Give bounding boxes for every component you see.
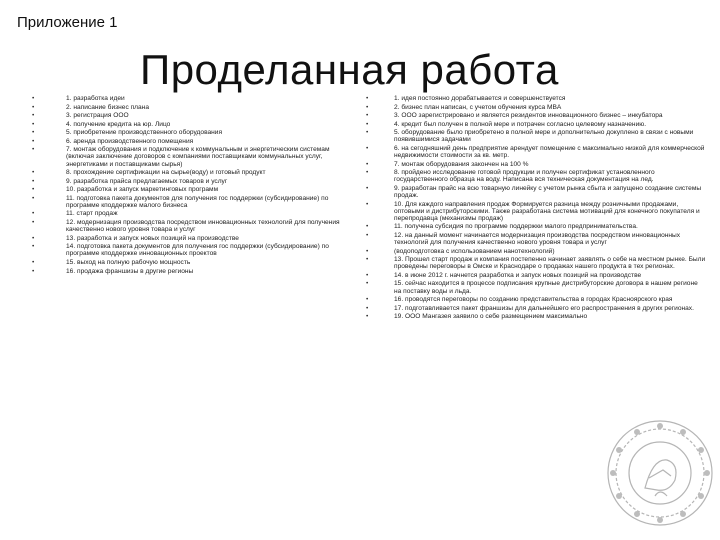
list-item-text: 2. бизнес план написан, с учетом обучения курса MBA <box>394 103 562 111</box>
bullet-icon: • <box>32 103 35 111</box>
bullet-icon: • <box>32 210 35 218</box>
list-item <box>366 313 706 320</box>
list-item-text: 11. подготовка пакета документов для получения гос поддержки (субсидирование) по программе кподдержке малого бизнеса <box>66 194 329 209</box>
list-item-text: 7. монтаж оборудования закончен на 100 % <box>394 160 529 168</box>
progress-status-list <box>366 95 706 322</box>
bullet-icon: • <box>366 160 369 168</box>
list-item-text: 12. модернизация производства посредством инновационных технологий для получения качественно нового уровня товара и услуг <box>66 219 340 234</box>
bullet-icon: • <box>32 243 35 251</box>
bullet-icon: • <box>366 169 369 177</box>
list-item-text: 2. написание бизнес плана <box>66 103 149 111</box>
list-item <box>32 146 352 167</box>
bullet-icon: • <box>366 144 369 152</box>
list-item <box>366 121 706 128</box>
list-item-text: 8. пройдено исследование готовой продукции и получен сертификат установленного государственного образца на воду. Написана вся техническая документация на лед. <box>394 169 655 184</box>
list-item-text: 6. аренда производственного помещения <box>66 137 194 145</box>
list-item-text: 5. оборудование было приобретено в полной мере и дополнительно докуплено в связи с новыми появившимися задачами <box>394 129 694 144</box>
bullet-icon: • <box>32 267 35 275</box>
list-item <box>366 95 706 102</box>
list-item-text: 8. прохождение сертификации на сырье(воду) и готовый продукт <box>66 169 266 177</box>
list-item-text: 14. в июне 2012 г. начнется разработка и запуск новых позиций на производстве <box>394 271 642 279</box>
list-item-text: 11. получена субсидия по программе поддержки малого предпринимательства. <box>394 223 638 231</box>
bullet-icon: • <box>366 304 369 312</box>
bullet-icon: • <box>366 280 369 288</box>
list-item <box>32 259 352 266</box>
bullet-icon: • <box>366 247 369 255</box>
list-item-text: 14. подготовка пакета документов для получения гос поддержки (субсидирование) по программе кподдержке инновационных проектов <box>66 243 329 258</box>
bullet-icon: • <box>366 271 369 279</box>
bullet-icon: • <box>32 169 35 177</box>
list-item-text: 6. на сегодняшний день предприятие арендует помещение с максимально низкой для коммерческой недвижимости стоимости за кв. метр. <box>394 144 705 160</box>
bullet-icon: • <box>366 129 369 137</box>
bullet-icon: • <box>366 120 369 128</box>
list-item-text: 16. продажа франшизы в другие регионы <box>66 267 194 275</box>
list-item <box>366 305 706 312</box>
list-item-text: 13. Прошел старт продаж и компания постепенно начинает заявлять о себе на местном рынке. Были проведены переговоры в Омске и Краснодаре о продажах нашего продукта в тех регионах. <box>394 256 706 271</box>
list-item-text: 12. на данный момент начинается модернизация производства посредством инновационных технологий для получения качественно нового уровня товара и услуг <box>394 231 681 247</box>
bullet-icon: • <box>32 219 35 227</box>
list-item <box>366 129 706 143</box>
list-item-text: 17. подготавливается пакет франшизы для дальнейшего его распространения в других регионах. <box>394 304 694 312</box>
bullet-icon: • <box>32 112 35 120</box>
list-item <box>32 195 352 209</box>
bullet-icon: • <box>366 184 369 192</box>
bullet-icon: • <box>366 256 369 264</box>
bullet-icon: • <box>32 186 35 194</box>
bullet-icon: • <box>32 120 35 128</box>
list-item-text: 4. кредит был получен в полной мере и потрачен согласно целевому назначению. <box>394 120 647 128</box>
list-item <box>366 161 706 168</box>
list-item <box>32 129 352 136</box>
bullet-icon: • <box>32 137 35 145</box>
list-item-text: 10. разработка и запуск маркетинговых программ <box>66 186 219 194</box>
list-item <box>32 112 352 119</box>
list-item-text: 15. выход на полную рабочую мощность <box>66 258 191 266</box>
list-item-text: 19. ООО Мангазея заявило о себе размещением максимально <box>394 313 588 321</box>
list-item <box>366 112 706 119</box>
list-item-text: 1. идея постоянно дорабатывается и совершенствуется <box>394 95 566 102</box>
list-item <box>32 138 352 145</box>
list-item <box>366 248 706 255</box>
bullet-icon: • <box>32 194 35 202</box>
bullet-icon: • <box>366 112 369 120</box>
appendix-label: Приложение 1 <box>17 14 118 31</box>
list-item-text: 15. сейчас находится в процессе подписания крупные дистрибуторские договора в нашем регионе на поставку воды и льда. <box>394 280 698 295</box>
list-item <box>366 232 706 246</box>
list-item-text: 4. получение кредита на юр. Лицо <box>66 120 171 128</box>
list-item <box>366 145 706 159</box>
list-item-text: 1. разработка идеи <box>66 95 125 102</box>
bullet-icon: • <box>366 223 369 231</box>
list-item <box>32 243 352 257</box>
list-item <box>32 169 352 176</box>
bullet-icon: • <box>32 258 35 266</box>
bullet-icon: • <box>366 296 369 304</box>
list-item <box>32 104 352 111</box>
list-item <box>32 178 352 185</box>
completed-steps-list <box>32 95 352 276</box>
list-item-text: 11. старт продаж <box>66 210 118 218</box>
bullet-icon: • <box>32 234 35 242</box>
bullet-icon: • <box>366 313 369 321</box>
bullet-icon: • <box>32 177 35 185</box>
list-item-text: (водоподготовка с использованием нанотехнологий) <box>394 247 555 255</box>
list-item <box>32 95 352 102</box>
list-item <box>32 268 352 275</box>
list-item-text: 10. Для каждого направления продаж Формируется разница между розничными продажами, оптовыми и дистрибуторскими. Также разработана система мотиваций для конечного покупателя и перепродавца (механизмы продаж) <box>394 200 700 222</box>
list-item-text: 13. разработка и запуск новых позиций на производстве <box>66 234 239 242</box>
bullet-icon: • <box>32 146 35 154</box>
list-item-text: 3. регистрация ООО <box>66 112 129 120</box>
list-item <box>366 296 706 303</box>
list-item <box>366 272 706 279</box>
list-item <box>32 235 352 242</box>
list-item <box>366 104 706 111</box>
list-item <box>32 219 352 233</box>
list-item-text: 16. проводятся переговоры по созданию представительства в городах Красноярского края <box>394 296 673 304</box>
bullet-icon: • <box>366 200 369 208</box>
page-title: Проделанная работа <box>140 46 559 93</box>
list-item-text: 7. монтаж оборудования и подключение к коммунальным и энергетическим системам (включая заключение договоров с компаниями поставщиками коммунальных услуг, энергетиками и поставщиками сырья) <box>66 146 330 168</box>
list-item-text: 9. разработан прайс на всю товарную линейку с учетом рынка сбыта и запущено создание системы продаж. <box>394 184 702 199</box>
incubator-seal-logo <box>605 418 715 528</box>
list-item <box>32 186 352 193</box>
bullet-icon: • <box>366 231 369 239</box>
list-item <box>366 223 706 230</box>
list-item <box>366 169 706 183</box>
list-item <box>32 121 352 128</box>
list-item <box>32 210 352 217</box>
bullet-icon: • <box>366 103 369 111</box>
list-item-text: 9. разработка прайса предлагаемых товаров и услуг <box>66 177 228 185</box>
bullet-icon: • <box>32 95 35 102</box>
bullet-icon: • <box>32 129 35 137</box>
list-item-text: 5. приобретение производственного оборудования <box>66 129 223 137</box>
list-item <box>366 280 706 294</box>
list-item <box>366 256 706 270</box>
list-item-text: 3. ООО зарегистрировано и является резидентов инновационного бизнес – инкубатора <box>394 112 663 120</box>
list-item <box>366 201 706 222</box>
bullet-icon: • <box>366 95 369 102</box>
list-item <box>366 185 706 199</box>
